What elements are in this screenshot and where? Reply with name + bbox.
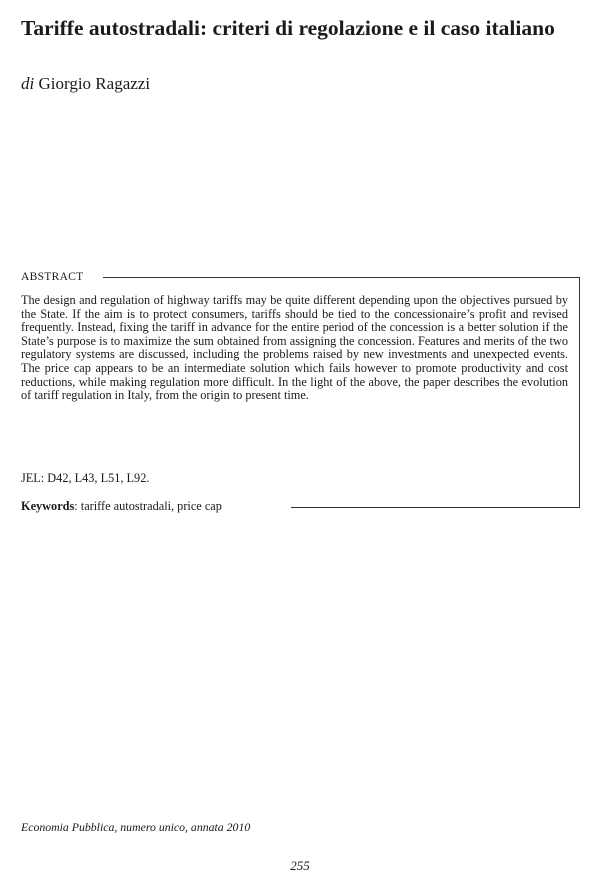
article-title: Tariffe autostradali: criteri di regolazione e il caso italiano [21, 16, 555, 40]
abstract-top-rule [103, 277, 580, 278]
jel-codes: JEL: D42, L43, L51, L92. [21, 471, 150, 485]
abstract-heading: ABSTRACT [21, 271, 84, 283]
author-line [21, 74, 150, 94]
abstract-right-rule [579, 277, 580, 508]
keywords-value: : tariffe autostradali, price cap [74, 499, 222, 513]
abstract-box [21, 271, 580, 513]
journal-citation: Economia Pubblica, numero unico, annata 2010 [21, 820, 251, 834]
author-prefix: di [21, 74, 35, 93]
keywords-label: Keywords [21, 499, 75, 513]
page-number: 255 [290, 858, 310, 873]
abstract-text: The design and regulation of highway tariffs may be quite different depending upon the objectives pursued by the State. If the aim is to protect consumers, tariffs should be tied to the concessionaire’s profit and revised frequently. Instead, fixing the tariff in advance for the entire period of the concession is a better solution if the State’s purpose is to maximize the sum obtained from assigning the concession. Features and merits of the two regulatory systems are discussed, including the problems raised by new investments and unexpected events. The price cap appears to be an intermediate solution which fails however to promote productivity and cost reductions, while making regulation more difficult. In the light of the above, the paper describes the evolution of tariff regulation in Italy, from the origin to present time. [21, 293, 568, 403]
keywords-line [21, 499, 228, 513]
author-name: Giorgio Ragazzi [38, 74, 151, 93]
abstract-bottom-rule [291, 507, 580, 508]
